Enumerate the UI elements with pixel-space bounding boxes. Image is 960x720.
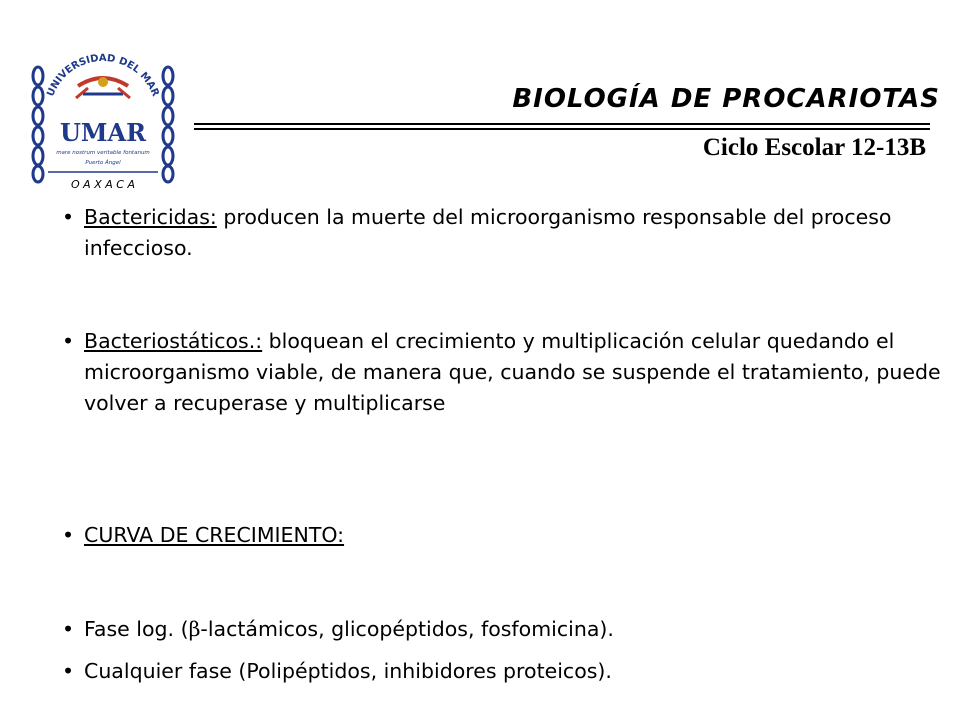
logo-city: O A X A C A bbox=[71, 178, 135, 191]
chain-border-right bbox=[163, 67, 173, 182]
list-item-curva bbox=[62, 520, 942, 551]
term-bactericidas: Bactericidas: bbox=[84, 205, 217, 229]
logo-place: Puerto Ángel bbox=[85, 160, 121, 166]
heading-curva-crecimiento: CURVA DE CRECIMIENTO: bbox=[84, 523, 345, 547]
bullet-icon: • bbox=[62, 205, 75, 229]
title-rule-top bbox=[194, 123, 930, 125]
logo-emblem bbox=[76, 77, 130, 98]
page-title: BIOLOGÍA DE PROCARIOTAS bbox=[512, 84, 940, 114]
title-rule-bottom bbox=[194, 128, 930, 130]
bullet-icon: • bbox=[62, 523, 75, 547]
logo-motto: mare nostrum veritable fontanum bbox=[56, 150, 150, 156]
fase-log-text: Fase log. (β-lactámicos, glicopéptidos, fosfomicina). bbox=[84, 617, 614, 641]
logo-monogram: UMAR bbox=[59, 118, 147, 147]
logo-ring-text: UNIVERSIDAD DEL MAR bbox=[45, 52, 161, 99]
cualquier-fase-text: Cualquier fase (Polipéptidos, inhibidores proteicos). bbox=[84, 659, 612, 683]
definition-bacteriostaticos: bloquean el crecimiento y multiplicación celular quedando el microorganismo viable, de manera que, cuando se suspende el tratamiento, puede volver a recuperase y multiplicarse bbox=[84, 329, 941, 415]
page-subtitle: Ciclo Escolar 12-13B bbox=[702, 134, 926, 161]
list-item-bacteriostaticos bbox=[62, 326, 942, 419]
list-item-fase-log bbox=[62, 614, 942, 645]
definition-bactericidas: producen la muerte del microorganismo responsable del proceso infeccioso. bbox=[84, 205, 892, 260]
term-bacteriostaticos: Bacteriostáticos.: bbox=[84, 329, 263, 353]
bullet-icon: • bbox=[62, 329, 75, 353]
bullet-icon: • bbox=[62, 617, 75, 641]
list-item-cualquier-fase bbox=[62, 656, 942, 687]
bullet-icon: • bbox=[62, 659, 75, 683]
university-logo bbox=[28, 36, 178, 194]
list-item-bactericidas bbox=[62, 202, 942, 264]
beta-symbol: β bbox=[188, 617, 201, 641]
chain-border-left bbox=[33, 67, 43, 182]
